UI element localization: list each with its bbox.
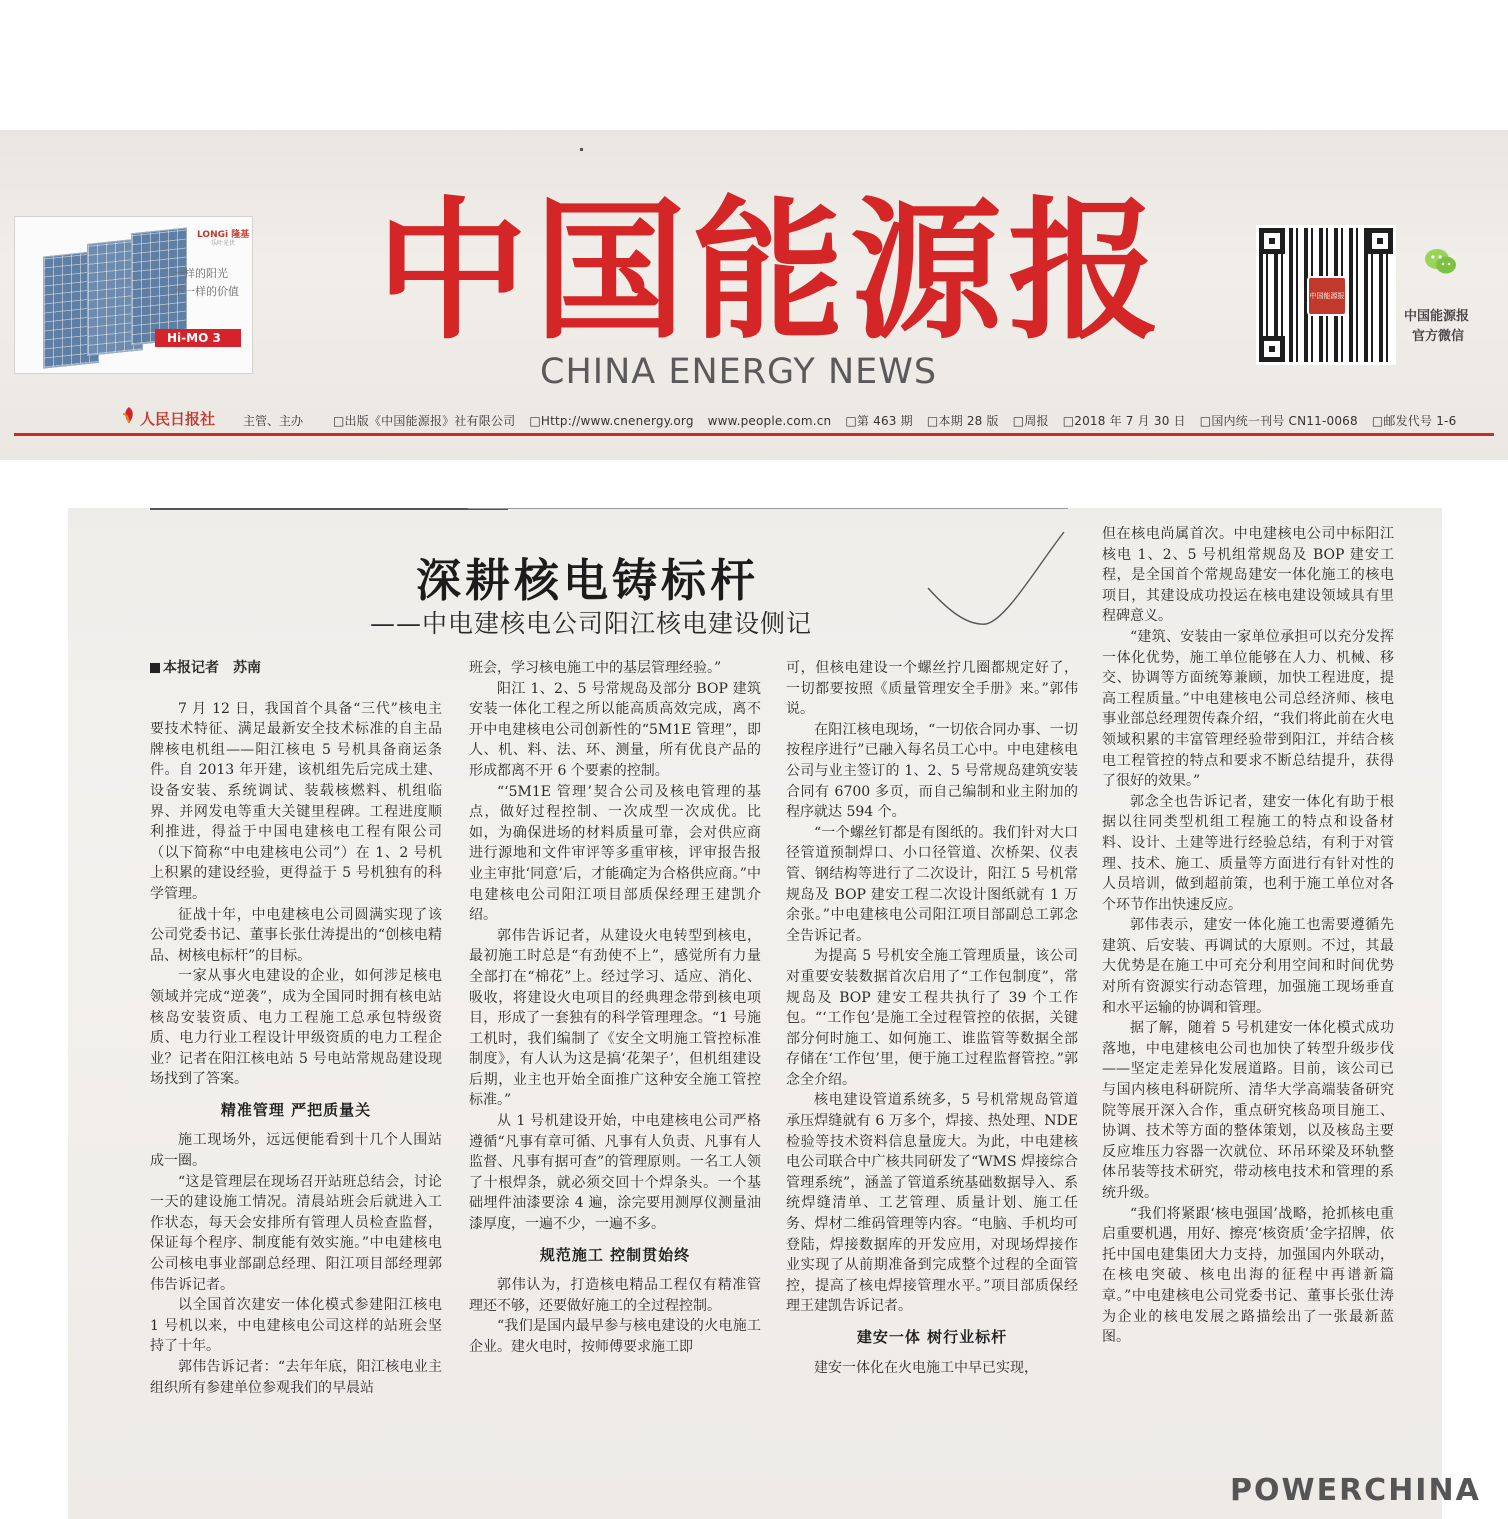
publisher-name: 人民日报社 (140, 410, 216, 428)
paragraph: 在阳江核电现场，“一切依合同办事、一切按程序进行”已融入每名员工心中。中电建核电公司与业主签订的 1、2、5 号常规岛建筑安装合同有 6700 多页，而自己编制和业主附加的程序就达 594 个。 (786, 721, 1078, 821)
paragraph: 核电建设管道系统多，5 号机常规岛管道承压焊缝就有 6 万多个，焊接、热处理、NDE 检验等技术资料信息量庞大。为此，中电建核电公司联合中广核共同研发了“WMS 焊接综合管理系统”，涵盖了管道系统基础数据导入、系统焊缝清单、工艺管理、质量计划、施工任务、焊材二维码管理等内容。“电脑、手机均可登陆，焊接数据库的开发应用，对现场焊接作业实现了从前期准备到完成整个过程的全面管控，提高了核电焊接管理水平。”项目部质保经理王建凯告诉记者。 (786, 1092, 1078, 1315)
newspaper-title-cn: 中国能源报 (376, 181, 1166, 360)
sponsor-label: 主管、主办 (243, 414, 304, 428)
masthead-divider (14, 433, 1494, 436)
paragraph: “一个螺丝钉都是有图纸的。我们针对大口径管道预制焊口、小口径管道、次桥架、仪表管、钢结构等进行了二次设计，阳江 5 号机常规岛及 BOP 建安工程二次设计图纸就有 1 万余张。”中电建核电公司阳江项目部副总工郭念全告诉记者。 (786, 824, 1078, 944)
section-heading: 建安一体 树行业标杆 (856, 1328, 1008, 1346)
wechat-icon (1424, 248, 1458, 276)
paragraph: 据了解，随着 5 号机建安一体化模式成功落地，中电建核电公司也加快了转型升级步伐——坚定走差异化发展道路。目前，该公司已与国内核电科研院所、清华大学高端装备研究院等展开深入合作，重点研究核岛项目施工、协调、技术等方面的整体策划，以及核岛主要反应堆压力容器一次就位、环吊环梁及环轨整体吊装等技术研究，带动核电技术和管理的系统升级。 (1102, 1020, 1394, 1201)
article-subheadline: ——中电建核电公司阳江核电建设侧记 (370, 609, 813, 638)
solar-panel-image (43, 227, 188, 374)
article-headline: 深耕核电铸标杆 (416, 554, 760, 607)
qr-finder-top-right (1367, 228, 1393, 254)
paragraph: 班会，学习核电施工中的基层管理经验。” (469, 660, 722, 676)
article-column-3 (786, 658, 1078, 1378)
article-column-4 (1102, 524, 1394, 1348)
paragraph: “‘5M1E 管理’契合公司及核电管理的基点，做好过程控制、一次成型一次成优。比如，为确保进场的材料质量可靠，会对供应商进行源地和文件审评等多重审核，评审报告报业主审批‘同意’后，才能确定为合格供应商。”中电建核电公司阳江项目部质保经理王建凯介绍。 (469, 783, 761, 924)
byline-square-icon (150, 663, 160, 673)
newspaper-title-en: CHINA ENERGY NEWS (540, 352, 938, 392)
info-postal-code: □邮发代号 1-6 (1371, 414, 1457, 428)
info-page-count: □本期 28 版 (926, 414, 999, 428)
paragraph: 可，但核电建设一个螺丝拧几圈都规定好了，一切都要按照《质量管理安全手册》来。”郭伟说。 (786, 660, 1078, 718)
info-cn-number: □国内统一刊号 CN11-0068 (1199, 414, 1358, 428)
advertisement[interactable] (14, 216, 253, 374)
ad-tagline-2: 不一样的价值 (173, 285, 239, 298)
paragraph: “建筑、安装由一家单位承担可以充分发挥一体化优势，施工单位能够在人力、机械、移交、协调等方面统筹兼顾，加快工程进度，提高工程质量。”中电建核电公司总经济师、核电事业部总经理贺传森介绍，“我们将此前在火电领域积累的丰富管理经验带到阳江，并结合核电工程管控的特点和要求不断总结提升，获得了很好的效果。” (1102, 628, 1394, 790)
paragraph: 建安一体化在火电施工中早已实现， (814, 1359, 1038, 1376)
paragraph: 以全国首次建安一体化模式参建阳江核电 1 号机以来，中电建核电公司这样的站班会坚持了十年。 (150, 1297, 442, 1355)
paragraph: 阳江 1、2、5 号常规岛及部分 BOP 建筑安装一体化工程之所以能高质高效完成，离不开中电建核电公司创新性的“5M1E 管理”，即人、机、料、法、环、测量，所有优良产品的形成都离不开 6 个要素的控制。 (469, 680, 761, 779)
peoples-daily-logo-icon (120, 406, 138, 424)
paragraph: 郭伟告诉记者，从建设火电转型到核电，最初施工时总是“有劲使不上”，感觉所有力量全部打在“棉花”上。经过学习、适应、消化、吸收，将建设火电项目的经典理念带到核电项目，形成了一套独有的科学管理理念。“1 号施工机时，我们编制了《安全文明施工管控标准制度》，有人认为这是搞‘花架子’，但机组建设后期，业主也开始全面推广这种安全施工管控标准。” (469, 927, 761, 1109)
info-frequency: □周报 (1012, 414, 1049, 428)
paragraph: 7 月 12 日，我国首个具备“三代”核电主要技术特征、满足最新安全技术标准的自主品牌核电机组——阳江核电 5 号机具备商运条件。自 2013 年开建，该机组先后完成土建、设备安装、系统调试、装载核燃料、机组临界、并网发电等重大关键里程碑。工程进度顺利推进，得益于中国电建核电工程有限公司（以下简称“中电建核电公司”）在 1、2 号机上积累的建设经验，更得益于 5 号机独有的科学管理。 (150, 700, 442, 902)
qr-center-logo: 中国能源报 (1307, 276, 1347, 316)
wechat-label-line2: 官方微信 (1412, 329, 1465, 344)
top-rule-thin (468, 508, 1068, 509)
paragraph: 但在核电尚属首次。中电建核电公司中标阳江核电 1、2、5 号机组常规岛及 BOP 建安工程，是全国首个常规岛建安一体化施工的核电项目，其建设成功投运在核电建设领域具有里程碑意义。 (1102, 526, 1394, 625)
paragraph: 郭伟告诉记者：“去年年底，阳江核电业主组织所有参建单位参观我们的早晨站 (150, 1359, 442, 1396)
ad-product-label: Hi-MO 3 (155, 329, 241, 347)
byline-text: 本报记者 苏南 (163, 660, 261, 676)
section-heading: 精准管理 严把质量关 (220, 1100, 372, 1119)
paragraph: 郭念全也告诉记者，建安一体化有助于根据以往同类型机组工程施工的特点和设备材料、设计、土建等进行经验总结，有利于对管理、技术、施工、质量等方面进行有针对性的人员培训，做到超前策，也利于施工单位对各个环节作出快速反应。 (1102, 793, 1394, 913)
print-speck (580, 148, 583, 151)
wechat-label-line1: 中国能源报 (1404, 309, 1470, 324)
info-website[interactable]: □Http://www.cnenergy.org (529, 414, 694, 428)
section-heading: 规范施工 控制贯始终 (539, 1245, 691, 1264)
powerchina-watermark: POWERCHINA (1230, 1473, 1481, 1508)
qr-code[interactable] (1256, 225, 1396, 365)
ad-brand-sub: 乐叶光伏 (211, 240, 236, 247)
paragraph: 施工现场外，远远便能看到十几个人围站成一圈。 (150, 1132, 442, 1170)
info-people-website[interactable]: www.people.com.cn (707, 414, 832, 428)
paragraph: “这是管理层在现场召开站班总结会，讨论一天的建设施工情况。清晨站班会后就进入工作状态，每天会安排所有管理人员检查监督，保证每个程序、制度能有效实施。”中电建核电公司核电事业部副总经理、阳江项目部经理郭伟告诉记者。 (150, 1173, 442, 1293)
qr-finder-top-left (1259, 228, 1285, 254)
pen-mark-scribble (926, 528, 1066, 628)
article-column-2 (469, 658, 761, 1358)
paragraph: 为提高 5 号机安全施工管理质量，该公司对重要安装数据首次启用了“工作包制度”，常规岛及 BOP 建安工程共执行了 39 个工作包。“‘工作包’是施工全过程管控的依据，关键部分何时施工、如何施工、谁监管等数据全部存储在‘工作包’里，便于施工过程监督管控。”郭念全介绍。 (786, 948, 1078, 1088)
qr-finder-bottom-left (1259, 336, 1285, 362)
paragraph: 郭伟表示，建安一体化施工也需要遵循先建筑、后安装、再调试的大原则。不过，其最大优势是在施工中可充分利用空间和时间优势对所有资源实行动态管理，加强施工现场垂直和水平运输的协调和管理。 (1102, 917, 1394, 1016)
info-issue-number: □第 463 期 (845, 414, 913, 428)
paragraph: “我们是国内最早参与核电建设的火电施工企业。建火电时，按师傅要求施工即 (469, 1318, 761, 1355)
paragraph: 从 1 号机建设开始，中电建核电公司严格遵循“凡事有章可循、凡事有人负责、凡事有人监督、凡事有据可查”的管理原则。一名工人领了十根焊条，就必须交回十个焊条头。一个基础埋件油漆要涂 4 遍，涂完要用测厚仪测量油漆厚度，一遍不少，一遍不多。 (469, 1113, 761, 1233)
paragraph: 征战十年，中电建核电公司圆满实现了该公司党委书记、董事长张仕涛提出的“创核电精品、树核电标杆”的目标。 (150, 906, 442, 964)
article-column-1 (150, 658, 442, 1398)
info-date: □2018 年 7 月 30 日 (1062, 414, 1186, 428)
article-clipping (68, 508, 1442, 1519)
byline (150, 658, 442, 679)
paragraph: “我们将紧跟‘核电强国’战略，抢抓核电重启重要机遇，用好、擦亮‘核资质’金字招牌，依托中国电建集团大力支持，加强国内外联动，在核电突破、核电出海的征程中再谱新篇章。”中电建核电公司党委书记、董事长张仕涛为企业的核电发展之路描绘出了一张最新蓝图。 (1102, 1205, 1394, 1346)
masthead (0, 130, 1508, 460)
ad-brand-logo: LONGi 隆基 (197, 230, 250, 240)
info-publisher: □出版《中国能源报》社有限公司 (333, 414, 516, 428)
top-rule (150, 508, 508, 510)
paragraph: 郭伟认为，打造核电精品工程仅有精准管理还不够，还要做好施工的全过程控制。 (469, 1277, 761, 1314)
publication-info-bar (333, 412, 1466, 429)
paragraph: 一家从事火电建设的企业，如何涉足核电领域并完成“逆袭”，成为全国同时拥有核电站核岛安装资质、电力工程施工总承包特级资质、电力行业工程设计甲级资质的电力工程企业？记者在阳江核电站 5 号电站常规岛建设现场找到了答案。 (150, 968, 442, 1088)
ad-tagline-1: 一样的阳光 (173, 267, 228, 280)
